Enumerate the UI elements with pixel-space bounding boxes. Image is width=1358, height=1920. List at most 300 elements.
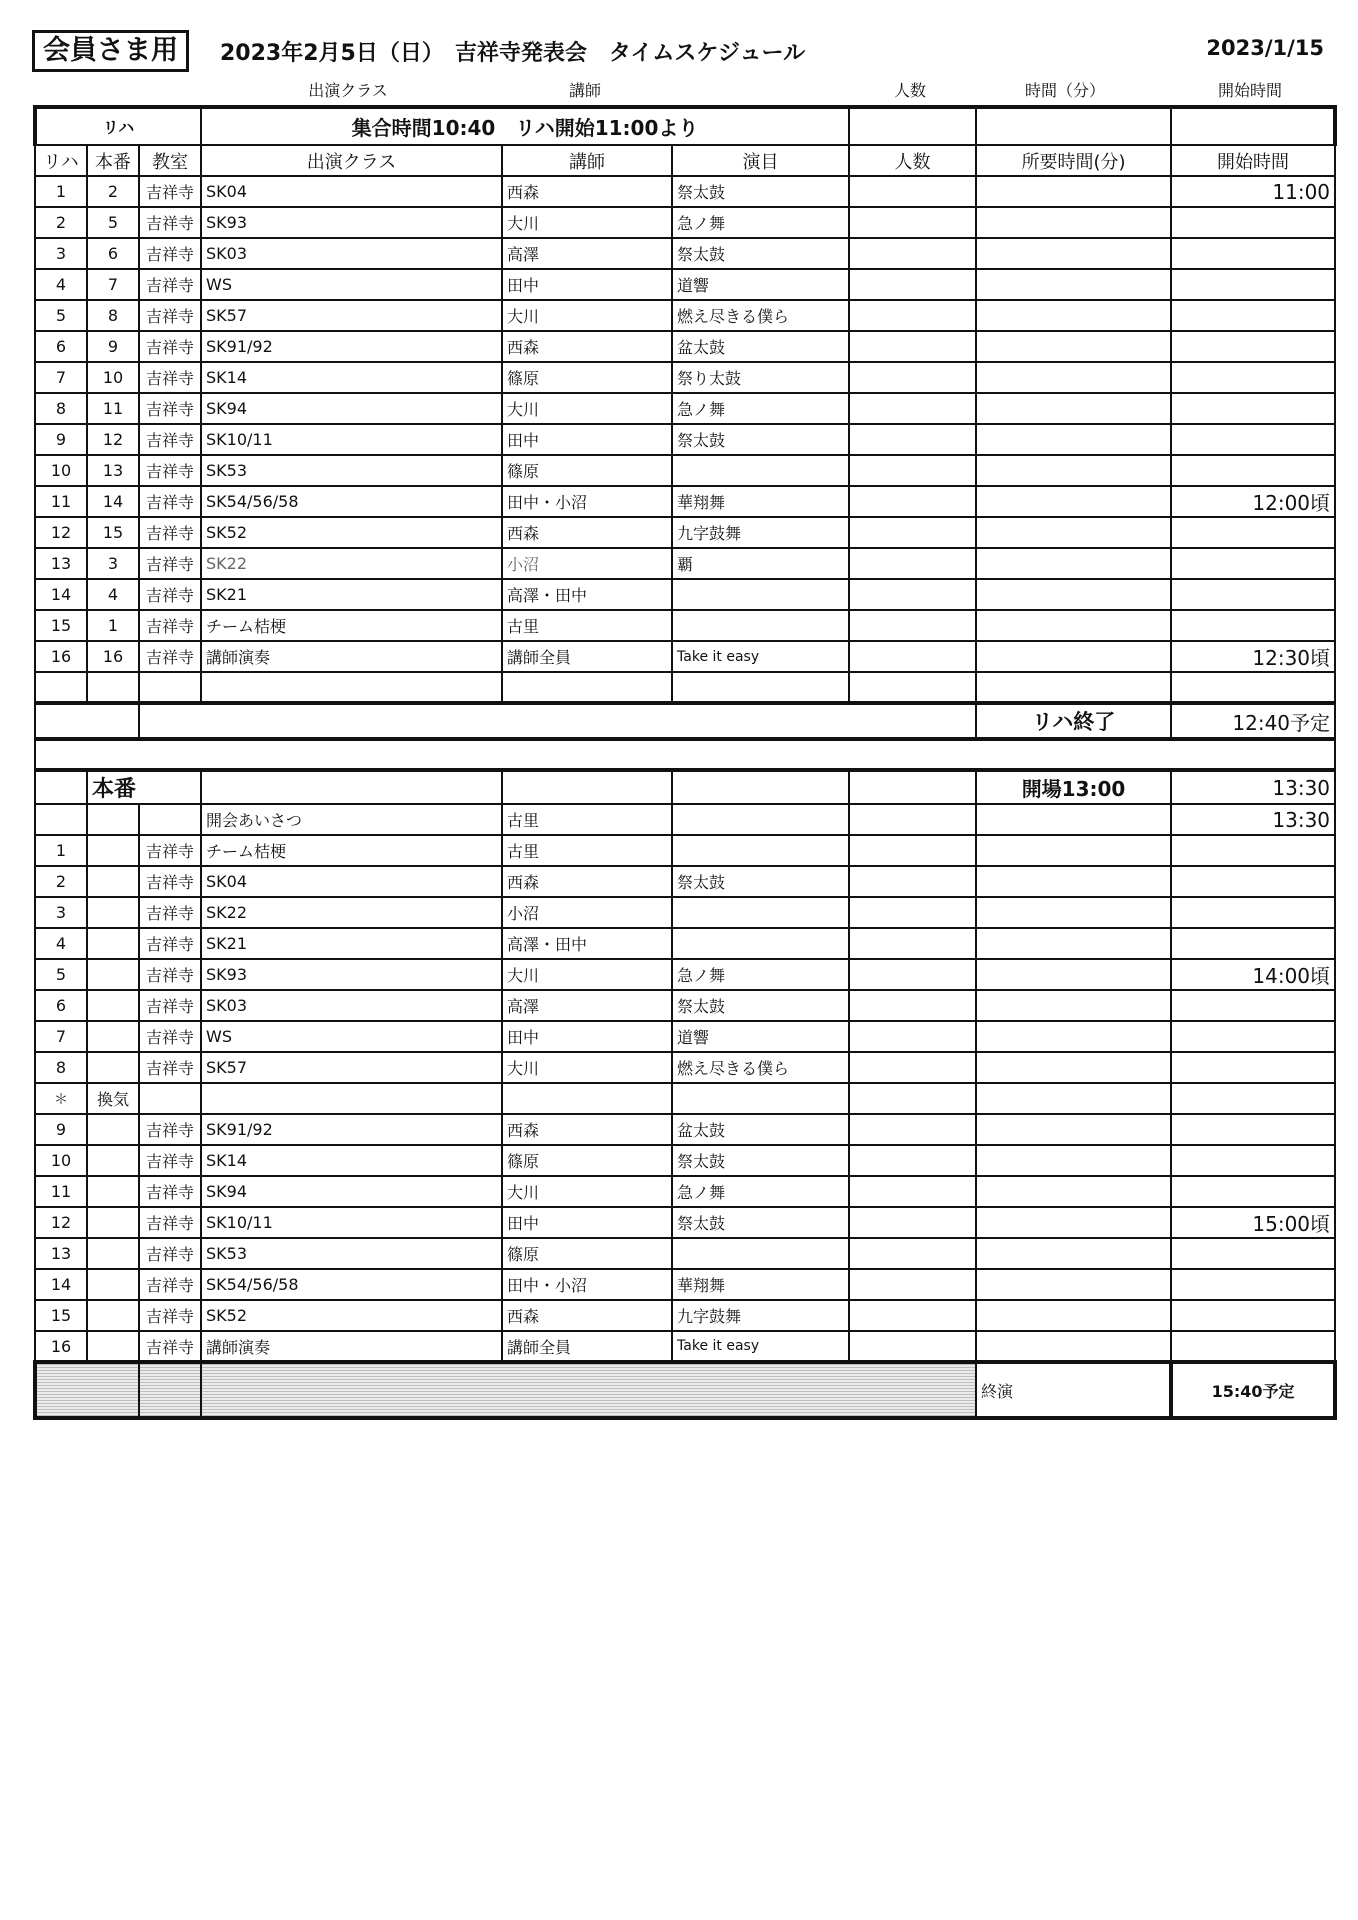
start-time-cell bbox=[1171, 579, 1335, 610]
break-label: 換気 bbox=[87, 1083, 139, 1114]
schedule-table bbox=[33, 105, 1337, 1420]
empty-cell bbox=[849, 770, 976, 804]
empty-cell bbox=[87, 1021, 139, 1052]
rehearsal-row bbox=[35, 207, 1335, 238]
count-cell bbox=[849, 610, 976, 641]
duration-cell bbox=[976, 1269, 1171, 1300]
performance-no: 10 bbox=[35, 1145, 87, 1176]
teacher-cell: 大川 bbox=[502, 1052, 672, 1083]
venue-cell: 吉祥寺 bbox=[139, 1176, 201, 1207]
rehearsal-column-header bbox=[35, 145, 1335, 176]
teacher-cell: 篠原 bbox=[502, 1238, 672, 1269]
count-cell bbox=[849, 1145, 976, 1176]
teacher-cell: 篠原 bbox=[502, 455, 672, 486]
performance-row bbox=[35, 1207, 1335, 1238]
end-label: 終演 bbox=[976, 1362, 1171, 1418]
count-cell bbox=[849, 548, 976, 579]
empty-cell bbox=[87, 672, 139, 703]
empty-cell bbox=[672, 1083, 849, 1114]
th-order: 本番 bbox=[87, 145, 139, 176]
empty-cell bbox=[1171, 1083, 1335, 1114]
class-cell: SK22 bbox=[201, 897, 502, 928]
class-cell: SK10/11 bbox=[201, 1207, 502, 1238]
duration-cell bbox=[976, 455, 1171, 486]
class-cell: SK54/56/58 bbox=[201, 486, 502, 517]
piece-cell bbox=[672, 897, 849, 928]
performance-no: 15 bbox=[35, 1300, 87, 1331]
empty-cell bbox=[139, 703, 976, 739]
rehearsal-row bbox=[35, 300, 1335, 331]
rehearsal-row bbox=[35, 393, 1335, 424]
start-time-cell: 14:00頃 bbox=[1171, 959, 1335, 990]
venue-cell: 吉祥寺 bbox=[139, 1207, 201, 1238]
performance-no: 13 bbox=[35, 1238, 87, 1269]
empty-cell bbox=[672, 672, 849, 703]
piece-cell: 盆太鼓 bbox=[672, 331, 849, 362]
class-cell: SK14 bbox=[201, 362, 502, 393]
performance-row bbox=[35, 990, 1335, 1021]
performance-no: 16 bbox=[35, 1331, 87, 1362]
class-cell: 講師演奏 bbox=[201, 641, 502, 672]
performance-no: 9 bbox=[35, 1114, 87, 1145]
class-cell: SK22 bbox=[201, 548, 502, 579]
piece-cell: 祭太鼓 bbox=[672, 1145, 849, 1176]
class-cell: SK91/92 bbox=[201, 1114, 502, 1145]
performance-order: 1 bbox=[87, 610, 139, 641]
count-cell bbox=[849, 1207, 976, 1238]
empty-cell bbox=[87, 866, 139, 897]
duration-cell bbox=[976, 269, 1171, 300]
empty-cell bbox=[672, 804, 849, 835]
start-time-cell bbox=[1171, 362, 1335, 393]
teacher-cell: 大川 bbox=[502, 207, 672, 238]
piece-cell: 華翔舞 bbox=[672, 486, 849, 517]
greeting-start-time: 13:30 bbox=[1171, 804, 1335, 835]
rehearsal-row bbox=[35, 641, 1335, 672]
piece-cell: 道響 bbox=[672, 1021, 849, 1052]
venue-cell: 吉祥寺 bbox=[139, 866, 201, 897]
rehearsal-label: リハ bbox=[35, 107, 201, 145]
teacher-cell: 西森 bbox=[502, 1114, 672, 1145]
teacher-cell: 篠原 bbox=[502, 362, 672, 393]
performance-row bbox=[35, 1300, 1335, 1331]
performance-row bbox=[35, 1052, 1335, 1083]
venue-cell: 吉祥寺 bbox=[139, 1331, 201, 1362]
greeting-label: 開会あいさつ bbox=[201, 804, 502, 835]
count-cell bbox=[849, 959, 976, 990]
count-cell bbox=[849, 990, 976, 1021]
empty-cell bbox=[976, 804, 1171, 835]
th-rehearsal: リハ bbox=[35, 145, 87, 176]
th-teacher: 講師 bbox=[502, 145, 672, 176]
teacher-cell: 西森 bbox=[502, 331, 672, 362]
rehearsal-note: 集合時間10:40 リハ開始11:00より bbox=[201, 107, 849, 145]
teacher-cell: 高澤 bbox=[502, 990, 672, 1021]
rehearsal-row bbox=[35, 455, 1335, 486]
th-piece: 演目 bbox=[672, 145, 849, 176]
class-cell: 講師演奏 bbox=[201, 1331, 502, 1362]
performance-row bbox=[35, 928, 1335, 959]
class-cell: SK10/11 bbox=[201, 424, 502, 455]
rehearsal-no: 10 bbox=[35, 455, 87, 486]
performance-order: 5 bbox=[87, 207, 139, 238]
class-cell: SK94 bbox=[201, 393, 502, 424]
performance-row bbox=[35, 897, 1335, 928]
page-header bbox=[32, 30, 1332, 70]
rehearsal-no: 6 bbox=[35, 331, 87, 362]
count-cell bbox=[849, 269, 976, 300]
count-cell bbox=[849, 1331, 976, 1362]
empty-cell bbox=[849, 804, 976, 835]
venue-cell: 吉祥寺 bbox=[139, 238, 201, 269]
teacher-cell: 大川 bbox=[502, 1176, 672, 1207]
rehearsal-row bbox=[35, 176, 1335, 207]
duration-cell bbox=[976, 176, 1171, 207]
performance-order: 12 bbox=[87, 424, 139, 455]
empty-cell bbox=[139, 1083, 201, 1114]
start-time-cell bbox=[1171, 1300, 1335, 1331]
count-cell bbox=[849, 393, 976, 424]
duration-cell bbox=[976, 579, 1171, 610]
rehearsal-no: 15 bbox=[35, 610, 87, 641]
venue-cell: 吉祥寺 bbox=[139, 1145, 201, 1176]
class-cell: SK53 bbox=[201, 1238, 502, 1269]
piece-cell: 急ノ舞 bbox=[672, 1176, 849, 1207]
performance-order: 11 bbox=[87, 393, 139, 424]
open-label: 開場13:00 bbox=[976, 770, 1171, 804]
teacher-cell: 田中・小沼 bbox=[502, 1269, 672, 1300]
teacher-cell: 高澤 bbox=[502, 238, 672, 269]
page-title: 2023年2月5日（日） 吉祥寺発表会 タイムスケジュール bbox=[220, 41, 806, 66]
piece-cell bbox=[672, 455, 849, 486]
class-cell: SK52 bbox=[201, 517, 502, 548]
rehearsal-no: 16 bbox=[35, 641, 87, 672]
class-cell: SK04 bbox=[201, 866, 502, 897]
count-cell bbox=[849, 455, 976, 486]
class-cell: SK04 bbox=[201, 176, 502, 207]
rehearsal-end-time: 12:40予定 bbox=[1171, 703, 1335, 739]
start-time-cell bbox=[1171, 928, 1335, 959]
venue-cell: 吉祥寺 bbox=[139, 424, 201, 455]
start-time-cell bbox=[1171, 1052, 1335, 1083]
performance-order: 10 bbox=[87, 362, 139, 393]
venue-cell: 吉祥寺 bbox=[139, 300, 201, 331]
th-venue: 教室 bbox=[139, 145, 201, 176]
piece-cell: 燃え尽きる僕ら bbox=[672, 1052, 849, 1083]
start-time-cell bbox=[1171, 1238, 1335, 1269]
rehearsal-no: 3 bbox=[35, 238, 87, 269]
duration-cell bbox=[976, 1300, 1171, 1331]
duration-cell bbox=[976, 1331, 1171, 1362]
hatch-cell bbox=[139, 1362, 201, 1418]
start-time-cell bbox=[1171, 269, 1335, 300]
duration-cell bbox=[976, 928, 1171, 959]
th-class: 出演クラス bbox=[201, 145, 502, 176]
teacher-cell: 田中 bbox=[502, 1021, 672, 1052]
performance-no: 7 bbox=[35, 1021, 87, 1052]
performance-no: 14 bbox=[35, 1269, 87, 1300]
empty-cell bbox=[87, 1269, 139, 1300]
rehearsal-no: 4 bbox=[35, 269, 87, 300]
class-cell: チーム桔梗 bbox=[201, 835, 502, 866]
duration-cell bbox=[976, 990, 1171, 1021]
duration-cell bbox=[976, 300, 1171, 331]
teacher-cell: 小沼 bbox=[502, 897, 672, 928]
venue-cell: 吉祥寺 bbox=[139, 1269, 201, 1300]
count-cell bbox=[849, 1300, 976, 1331]
performance-no: 2 bbox=[35, 866, 87, 897]
performance-order: 3 bbox=[87, 548, 139, 579]
performance-order: 4 bbox=[87, 579, 139, 610]
count-cell bbox=[849, 486, 976, 517]
duration-cell bbox=[976, 331, 1171, 362]
start-time-cell bbox=[1171, 424, 1335, 455]
end-time: 15:40予定 bbox=[1171, 1362, 1335, 1418]
start-time-cell: 15:00頃 bbox=[1171, 1207, 1335, 1238]
piece-cell: Take it easy bbox=[672, 1331, 849, 1362]
performance-order: 2 bbox=[87, 176, 139, 207]
class-cell: SK94 bbox=[201, 1176, 502, 1207]
rehearsal-no: 13 bbox=[35, 548, 87, 579]
performance-no: 12 bbox=[35, 1207, 87, 1238]
count-cell bbox=[849, 424, 976, 455]
empty-cell bbox=[201, 672, 502, 703]
greeting-teacher: 古里 bbox=[502, 804, 672, 835]
start-time-cell bbox=[1171, 835, 1335, 866]
teacher-cell: 大川 bbox=[502, 393, 672, 424]
piece-cell: 祭太鼓 bbox=[672, 990, 849, 1021]
piece-cell: Take it easy bbox=[672, 641, 849, 672]
teacher-cell: 西森 bbox=[502, 176, 672, 207]
venue-cell: 吉祥寺 bbox=[139, 1021, 201, 1052]
class-cell: SK57 bbox=[201, 300, 502, 331]
th-count: 人数 bbox=[849, 145, 976, 176]
duration-cell bbox=[976, 610, 1171, 641]
piece-cell: 九字鼓舞 bbox=[672, 1300, 849, 1331]
performance-row bbox=[35, 1021, 1335, 1052]
duration-cell bbox=[976, 517, 1171, 548]
venue-cell: 吉祥寺 bbox=[139, 1114, 201, 1145]
venue-cell: 吉祥寺 bbox=[139, 928, 201, 959]
empty-cell bbox=[35, 703, 139, 739]
performance-no: 6 bbox=[35, 990, 87, 1021]
duration-cell bbox=[976, 1052, 1171, 1083]
piece-cell bbox=[672, 928, 849, 959]
class-cell: WS bbox=[201, 269, 502, 300]
empty-cell bbox=[1171, 672, 1335, 703]
performance-no: 3 bbox=[35, 897, 87, 928]
performance-row bbox=[35, 1145, 1335, 1176]
piece-cell bbox=[672, 579, 849, 610]
performance-row bbox=[35, 1331, 1335, 1362]
count-cell bbox=[849, 1052, 976, 1083]
start-time-cell bbox=[1171, 331, 1335, 362]
start-time-cell bbox=[1171, 517, 1335, 548]
piece-cell: 華翔舞 bbox=[672, 1269, 849, 1300]
final-row bbox=[35, 1362, 1335, 1418]
rehearsal-row bbox=[35, 238, 1335, 269]
venue-cell: 吉祥寺 bbox=[139, 835, 201, 866]
venue-cell: 吉祥寺 bbox=[139, 207, 201, 238]
rehearsal-row bbox=[35, 269, 1335, 300]
count-cell bbox=[849, 835, 976, 866]
venue-cell: 吉祥寺 bbox=[139, 610, 201, 641]
empty-cell bbox=[87, 928, 139, 959]
empty-cell bbox=[502, 770, 672, 804]
performance-row bbox=[35, 1114, 1335, 1145]
empty-row bbox=[35, 672, 1335, 703]
rehearsal-end-row bbox=[35, 703, 1335, 739]
performance-order: 8 bbox=[87, 300, 139, 331]
empty-cell bbox=[976, 672, 1171, 703]
performance-no: 11 bbox=[35, 1176, 87, 1207]
empty-cell bbox=[87, 990, 139, 1021]
piece-cell: 盆太鼓 bbox=[672, 1114, 849, 1145]
rehearsal-row bbox=[35, 424, 1335, 455]
teacher-cell: 西森 bbox=[502, 517, 672, 548]
class-cell: WS bbox=[201, 1021, 502, 1052]
rehearsal-title-row bbox=[35, 107, 1335, 145]
count-cell bbox=[849, 641, 976, 672]
venue-cell: 吉祥寺 bbox=[139, 1052, 201, 1083]
class-cell: SK03 bbox=[201, 990, 502, 1021]
duration-cell bbox=[976, 393, 1171, 424]
start-time-cell bbox=[1171, 207, 1335, 238]
count-cell bbox=[849, 331, 976, 362]
duration-cell bbox=[976, 835, 1171, 866]
teacher-cell: 講師全員 bbox=[502, 1331, 672, 1362]
duration-cell bbox=[976, 486, 1171, 517]
teacher-cell: 大川 bbox=[502, 959, 672, 990]
duration-cell bbox=[976, 641, 1171, 672]
hatch-cell bbox=[201, 1362, 976, 1418]
count-cell bbox=[849, 207, 976, 238]
empty-cell bbox=[87, 1052, 139, 1083]
duration-cell bbox=[976, 1021, 1171, 1052]
duration-cell bbox=[976, 1207, 1171, 1238]
performance-row bbox=[35, 1238, 1335, 1269]
performance-order: 6 bbox=[87, 238, 139, 269]
performance-row bbox=[35, 866, 1335, 897]
class-cell: SK53 bbox=[201, 455, 502, 486]
duration-cell bbox=[976, 424, 1171, 455]
venue-cell: 吉祥寺 bbox=[139, 362, 201, 393]
th-duration: 所要時間(分) bbox=[976, 145, 1171, 176]
greeting-row bbox=[35, 804, 1335, 835]
start-time-cell bbox=[1171, 1269, 1335, 1300]
start-time-cell: 11:00 bbox=[1171, 176, 1335, 207]
count-cell bbox=[849, 517, 976, 548]
empty-cell bbox=[87, 804, 139, 835]
performance-order: 14 bbox=[87, 486, 139, 517]
rehearsal-row bbox=[35, 517, 1335, 548]
rehearsal-no: 9 bbox=[35, 424, 87, 455]
count-cell bbox=[849, 928, 976, 959]
venue-cell: 吉祥寺 bbox=[139, 176, 201, 207]
performance-no: 1 bbox=[35, 835, 87, 866]
start-time-cell bbox=[1171, 548, 1335, 579]
performance-order: 9 bbox=[87, 331, 139, 362]
piece-cell: 急ノ舞 bbox=[672, 959, 849, 990]
start-time-cell bbox=[1171, 1145, 1335, 1176]
duration-cell bbox=[976, 959, 1171, 990]
col-header-start: 開始時間 bbox=[1217, 81, 1282, 100]
venue-cell: 吉祥寺 bbox=[139, 897, 201, 928]
piece-cell: 急ノ舞 bbox=[672, 393, 849, 424]
rehearsal-row bbox=[35, 548, 1335, 579]
start-time-cell bbox=[1171, 610, 1335, 641]
start-time-cell bbox=[1171, 393, 1335, 424]
venue-cell: 吉祥寺 bbox=[139, 959, 201, 990]
venue-cell: 吉祥寺 bbox=[139, 331, 201, 362]
empty-cell bbox=[502, 672, 672, 703]
empty-cell bbox=[672, 770, 849, 804]
teacher-cell: 講師全員 bbox=[502, 641, 672, 672]
count-cell bbox=[849, 866, 976, 897]
open-time: 13:30 bbox=[1171, 770, 1335, 804]
performance-label: 本番 bbox=[87, 770, 201, 804]
venue-cell: 吉祥寺 bbox=[139, 455, 201, 486]
count-cell bbox=[849, 579, 976, 610]
start-time-cell: 12:30頃 bbox=[1171, 641, 1335, 672]
rehearsal-row bbox=[35, 331, 1335, 362]
teacher-cell: 田中 bbox=[502, 269, 672, 300]
rehearsal-row bbox=[35, 610, 1335, 641]
empty-cell bbox=[87, 1238, 139, 1269]
piece-cell bbox=[672, 1238, 849, 1269]
rehearsal-no: 14 bbox=[35, 579, 87, 610]
start-time-cell: 12:00頃 bbox=[1171, 486, 1335, 517]
empty-cell bbox=[87, 897, 139, 928]
rehearsal-no: 11 bbox=[35, 486, 87, 517]
duration-cell bbox=[976, 1238, 1171, 1269]
venue-cell: 吉祥寺 bbox=[139, 548, 201, 579]
class-cell: SK54/56/58 bbox=[201, 1269, 502, 1300]
class-cell: SK93 bbox=[201, 207, 502, 238]
teacher-cell: 古里 bbox=[502, 610, 672, 641]
start-time-cell bbox=[1171, 1176, 1335, 1207]
teacher-cell: 篠原 bbox=[502, 1145, 672, 1176]
member-badge: 会員さま用 bbox=[32, 30, 189, 72]
hatch-cell bbox=[35, 1362, 139, 1418]
rehearsal-row bbox=[35, 362, 1335, 393]
teacher-cell: 田中 bbox=[502, 424, 672, 455]
section-spacer bbox=[35, 739, 1335, 770]
col-header-count: 人数 bbox=[893, 81, 926, 100]
venue-cell: 吉祥寺 bbox=[139, 486, 201, 517]
rehearsal-no: 12 bbox=[35, 517, 87, 548]
rehearsal-no: 1 bbox=[35, 176, 87, 207]
start-time-cell bbox=[1171, 1331, 1335, 1362]
venue-cell: 吉祥寺 bbox=[139, 1238, 201, 1269]
duration-cell bbox=[976, 207, 1171, 238]
start-time-cell bbox=[1171, 866, 1335, 897]
class-cell: SK57 bbox=[201, 1052, 502, 1083]
piece-cell bbox=[672, 835, 849, 866]
empty-cell bbox=[502, 1083, 672, 1114]
rehearsal-end-label: リハ終了 bbox=[976, 703, 1171, 739]
break-row bbox=[35, 1083, 1335, 1114]
empty-cell bbox=[35, 672, 87, 703]
class-cell: SK91/92 bbox=[201, 331, 502, 362]
performance-no: 5 bbox=[35, 959, 87, 990]
class-cell: SK52 bbox=[201, 1300, 502, 1331]
piece-cell: 祭太鼓 bbox=[672, 1207, 849, 1238]
piece-cell: 祭り太鼓 bbox=[672, 362, 849, 393]
class-cell: SK93 bbox=[201, 959, 502, 990]
empty-cell bbox=[35, 770, 87, 804]
empty-cell bbox=[849, 672, 976, 703]
